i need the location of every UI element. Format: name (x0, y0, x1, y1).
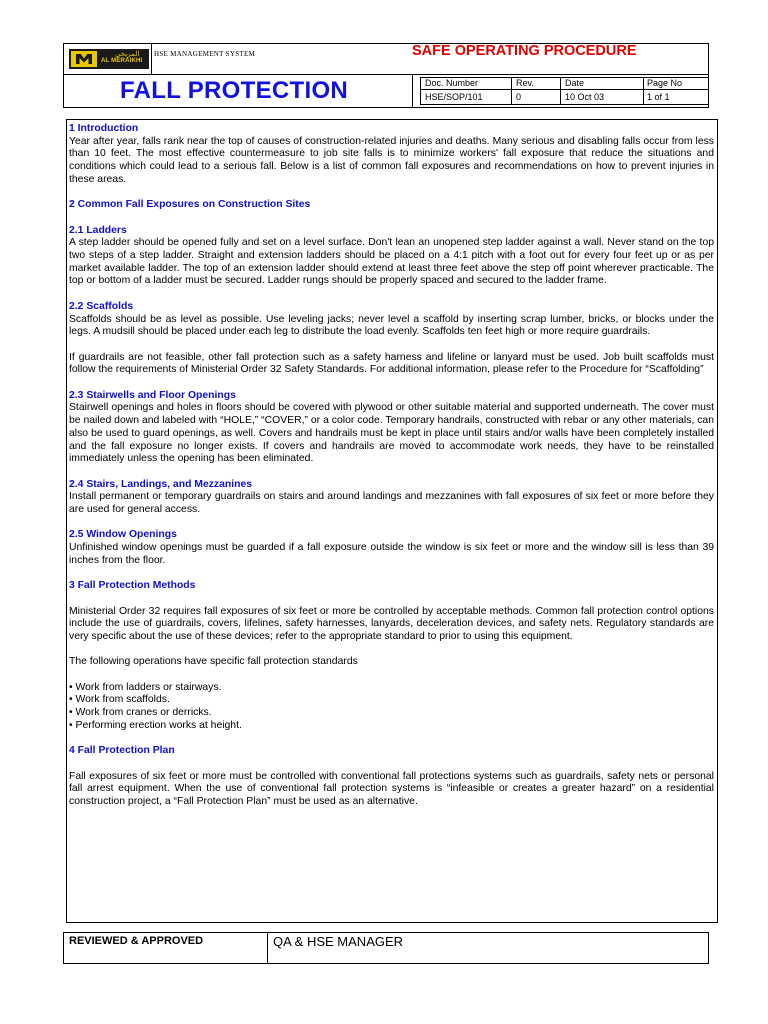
page-no-value: 1 of 1 (647, 92, 670, 102)
header-table-col2 (511, 77, 512, 105)
list-item: • Performing erection works at height. (69, 720, 714, 733)
footer-divider (267, 932, 268, 964)
document-body (69, 123, 714, 809)
header-border-bottom (63, 107, 709, 108)
list-item: • Work from scaffolds. (69, 694, 714, 707)
header-divider-vertical (412, 74, 413, 108)
date-header: Date (565, 78, 585, 88)
section-introduction-text: Year after year, falls rank near the top of causes of construction-related injuries and deaths. Many serious and disabling falls occur from less than 10 feet. The most effective countermeasure to job site falls is to minimize workers' fall exposure that reduce the situations and conditions which could lead to a serious fall. Below is a list of common fall exposures and recommendations on how to prevent injuries in these areas. (69, 135, 714, 185)
list-item: • Work from ladders or stairways. (69, 682, 714, 695)
date-value: 10 Oct 03 (565, 92, 605, 102)
page-no-header: Page No (647, 78, 683, 88)
doc-number-value: HSE/SOP/101 (425, 92, 483, 102)
company-logo (69, 49, 149, 69)
section-plan-heading: 4 Fall Protection Plan (69, 745, 175, 757)
body-border-top (66, 119, 718, 120)
sop-title: SAFE OPERATING PROCEDURE (412, 43, 637, 59)
section-methods-text-1: Ministerial Order 32 requires fall exposures of six feet or more be controlled by acceptable methods. Common fall protection control options include the use of guardrails, covers, lifelines, safety harnesses, lanyards, deceleration devices, and safety nets. Regulatory standards are very specific about the use of these devices; refer to the appropriate standard to prior to using this equipment. (69, 605, 714, 642)
header-table-midline (420, 89, 709, 90)
footer-border-bottom (63, 963, 709, 964)
header-border-right (708, 43, 709, 108)
body-border-right (717, 119, 718, 923)
section-introduction-heading: 1 Introduction (69, 123, 139, 134)
section-window-text: Unfinished window openings must be guarded if a fall exposure outside the window is six feet or more and the window sill is less than 39 inches from the floor. (69, 542, 714, 566)
management-system-label: HSE MANAGEMENT SYSTEM (154, 50, 256, 58)
header-table-col1 (420, 77, 421, 105)
reviewed-approved-label: REVIEWED & APPROVED (69, 935, 204, 947)
section-stairs-heading: 2.4 Stairs, Landings, and Mezzanines (69, 478, 253, 490)
header-border-left (63, 43, 64, 108)
footer-border-right (708, 932, 709, 964)
footer-border-left (63, 932, 64, 964)
body-border-left (66, 119, 67, 923)
header-divider-horizontal (63, 74, 709, 75)
section-scaffolds-text-2: If guardrails are not feasible, other fall protection such as a safety harness and lifeline or lanyard must be used. Job built scaffolds must follow the requirements of Ministerial Order 32 Safety Standards. For additional information, please refer to the Procedure for “Scaffolding” (69, 351, 714, 376)
section-window-heading: 2.5 Window Openings (69, 529, 177, 541)
section-scaffolds-text-1: Scaffolds should be as level as possible. Use leveling jacks; never level a scaffold by inserting scrap lumber, bricks, or blocks under the legs. A mudsill should be placed under each leg to distribute the load evenly. Scaffolds ten feet high or more require guardrails. (69, 313, 714, 338)
rev-header: Rev. (516, 78, 534, 88)
reviewed-approved-value: QA & HSE MANAGER (273, 934, 404, 949)
operations-list (69, 682, 714, 733)
section-ladders-heading: 2.1 Ladders (69, 224, 127, 236)
section-plan-text: Fall exposures of six feet or more must be controlled with conventional fall protections systems such as guardrails, safety nets or personal fall arrest equipment. When the use of conventional fall protection systems is “infeasible or creates a greater hazard” on a residential construction project, a “Fall Protection Plan” must be used as an alternative. (69, 770, 714, 808)
section-stairwells-text: Stairwell openings and holes in floors should be covered with plywood or other suitable material and supported underneath. The cover must be nailed down and labeled with “HOLE,” “COVER,” or a color code. Temporary handrails, constructed with rebar or any other materials, can also be used to guard openings, as well. Covers and handrails must be kept in place until stairs and/or walls have been completely installed and the fall exposure no longer exists. If covers and handrails are moved to accommodate work needs, they have to be reinstalled immediately unless the opening has been eliminated. (69, 402, 714, 465)
section-stairs-text: Install permanent or temporary guardrails on stairs and around landings and mezzanines with fall exposures of six feet or more before they are used for general access. (69, 491, 714, 515)
logo-company-name: AL MERAIKHI (101, 58, 143, 64)
header-divider-logo (151, 43, 152, 74)
header-table-col4 (643, 77, 644, 105)
section-ladders-text: A step ladder should be opened fully and set on a level surface. Don't lean an unopened step ladder against a wall. Never stand on the top two steps of a step ladder. Straight and extension ladders should be placed on a 4:1 pitch with a foot out for every four feet up or as per market available ladder. The top of an extension ladder should extend at least three feet above the step off point wherever practicable. The top or bottom of a ladder must be secured. Ladder rungs should be properly spaced and secured to the ladder frame. (69, 237, 714, 287)
document-title: FALL PROTECTION (120, 77, 349, 104)
section-methods-heading: 3 Fall Protection Methods (69, 580, 196, 592)
logo-emblem-icon (71, 51, 97, 67)
doc-number-header: Doc. Number (425, 78, 479, 88)
rev-value: 0 (516, 92, 522, 102)
header-table-bottomline (420, 104, 709, 105)
list-item: • Work from cranes or derricks. (69, 707, 714, 720)
section-stairwells-heading: 2.3 Stairwells and Floor Openings (69, 389, 236, 401)
header-table-col3 (560, 77, 561, 105)
section-methods-text-2: The following operations have specific fall protection standards (69, 656, 358, 668)
footer-border-top (63, 932, 709, 933)
section-common-exposures-heading: 2 Common Fall Exposures on Construction Sites (69, 199, 311, 211)
section-scaffolds-heading: 2.2 Scaffolds (69, 300, 134, 312)
logo-arabic-text: المريخي (115, 51, 140, 58)
body-border-bottom (66, 922, 718, 923)
